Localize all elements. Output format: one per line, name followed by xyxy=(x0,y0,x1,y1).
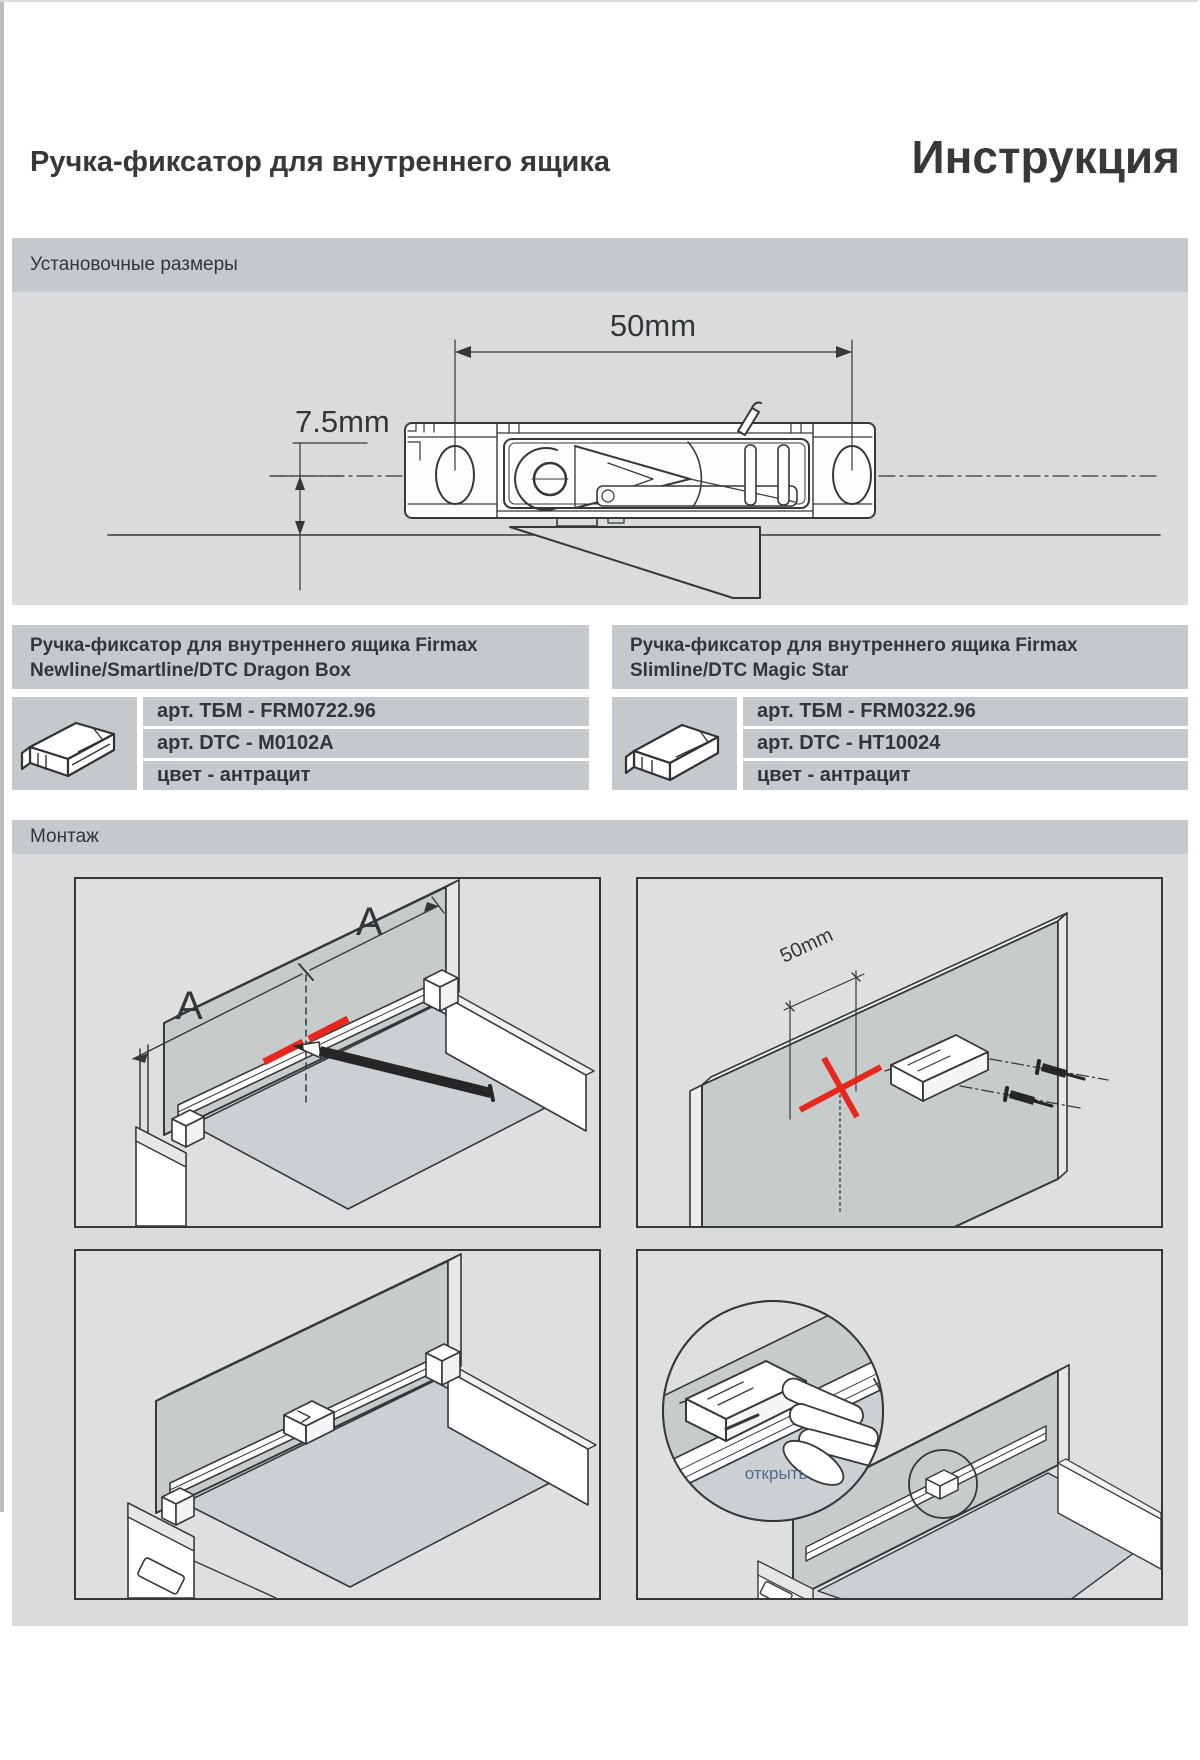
dim-a-label-right: A xyxy=(356,900,383,944)
product-header-slimline xyxy=(612,625,1188,689)
page-top-border xyxy=(0,0,1198,2)
dim-50mm-label: 50mm xyxy=(609,308,697,343)
latch-3d-icon xyxy=(612,697,737,790)
doc-type-title: Инструкция xyxy=(911,131,1180,183)
dim-a-label-left: A xyxy=(176,984,203,1028)
product-header-line2: Slimline/DTC Magic Star xyxy=(630,660,849,681)
product-row: цвет - антрацит xyxy=(743,761,1188,790)
product-thumb-newline xyxy=(12,697,137,790)
step4-drawing xyxy=(638,1251,1161,1598)
product-header-line1: Ручка-фиксатор для внутреннего ящика Firmax xyxy=(30,635,478,656)
product-row: арт. ТБМ - FRM0322.96 xyxy=(743,697,1188,726)
install-dimensions-body xyxy=(12,292,1188,605)
montage-step1-marking xyxy=(74,877,601,1228)
page-title: Ручка-фиксатор для внутреннего ящика xyxy=(30,146,611,178)
product-row: арт. ТБМ - FRM0722.96 xyxy=(143,697,589,726)
product-row: арт. DTC - M0102A xyxy=(143,729,589,758)
latch-3d-icon xyxy=(12,697,137,790)
montage-step4-open xyxy=(636,1249,1163,1600)
installation-drawing xyxy=(12,292,1188,605)
product-header-line1: Ручка-фиксатор для внутреннего ящика Firmax xyxy=(630,635,1078,656)
step1-drawing xyxy=(76,879,599,1226)
section-bar-montage xyxy=(12,820,1188,854)
step3-drawing xyxy=(76,1251,599,1598)
dim-50mm-panel-label: 50mm xyxy=(776,924,837,968)
dim-7-5mm-label: 7.5mm xyxy=(295,404,390,439)
section-label-montage: Монтаж xyxy=(30,826,99,847)
step2-drawing xyxy=(638,879,1161,1226)
section-bar-install-dimensions xyxy=(12,238,1188,292)
page-left-border xyxy=(0,0,4,1512)
montage-step3-mounted xyxy=(74,1249,601,1600)
open-action-label: открыть xyxy=(744,1464,808,1483)
product-row: цвет - антрацит xyxy=(143,761,589,790)
product-thumb-slimline xyxy=(612,697,737,790)
product-header-line2: Newline/Smartline/DTC Dragon Box xyxy=(30,660,351,681)
montage-step2-screwing xyxy=(636,877,1163,1228)
section-label-install-dimensions: Установочные размеры xyxy=(30,254,238,275)
product-header-newline xyxy=(12,625,589,689)
product-row: арт. DTC - HT10024 xyxy=(743,729,1188,758)
